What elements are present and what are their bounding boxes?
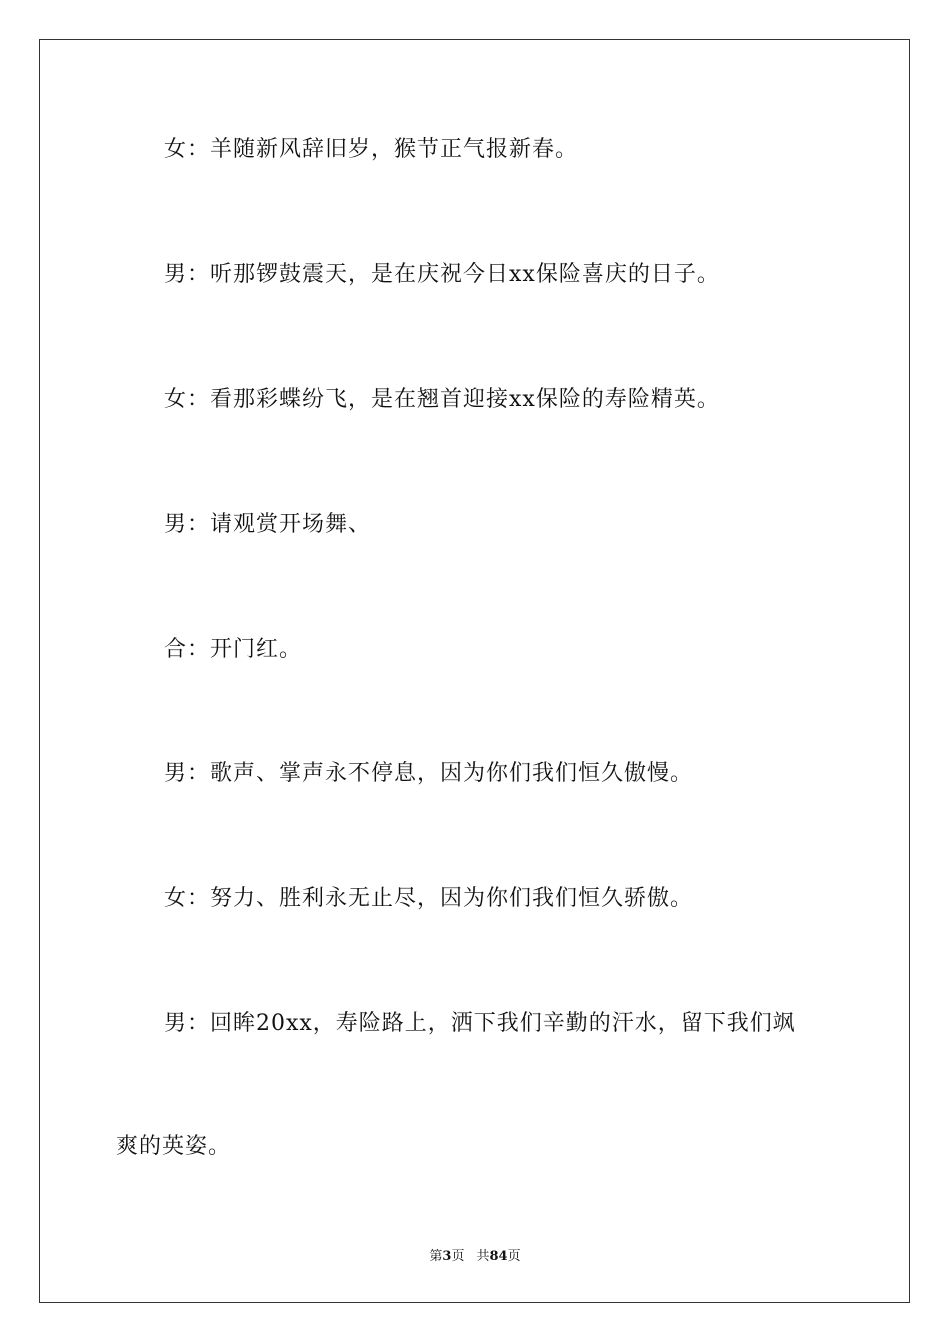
paragraph-3 xyxy=(116,387,836,413)
paragraph-3-text: 女：看那彩蝶纷飞，是在翘首迎接xx保险的寿险精英。 xyxy=(164,387,720,412)
page-footer xyxy=(0,1249,950,1265)
paragraph-5-text: 合：开门红。 xyxy=(164,637,303,662)
paragraph-7-text: 女：努力、胜利永无止尽，因为你们我们恒久骄傲。 xyxy=(164,886,694,911)
total-pages: 84 xyxy=(489,1249,508,1264)
paragraph-8 xyxy=(116,1011,836,1037)
page-border xyxy=(39,39,910,1303)
total-prefix: 共 xyxy=(476,1249,490,1264)
paragraph-1-text: 女：羊随新风辞旧岁，猴节正气报新春。 xyxy=(164,137,579,162)
paragraph-6 xyxy=(116,761,836,787)
paragraph-4-text: 男：请观赏开场舞、 xyxy=(164,512,372,537)
paragraph-2-text: 男：听那锣鼓震天，是在庆祝今日xx保险喜庆的日子。 xyxy=(164,262,720,287)
page-number: 3 xyxy=(442,1249,452,1264)
paragraph-7 xyxy=(116,886,836,912)
paragraph-8-continuation xyxy=(116,1134,836,1160)
paragraph-8-text: 男：回眸20xx，寿险路上，洒下我们辛勤的汗水，留下我们飒 xyxy=(164,1011,796,1036)
paragraph-5 xyxy=(116,637,836,663)
paragraph-6-text: 男：歌声、掌声永不停息，因为你们我们恒久傲慢。 xyxy=(164,761,694,786)
paragraph-1 xyxy=(116,137,836,163)
paragraph-4 xyxy=(116,512,836,538)
paragraph-8-continuation-text: 爽的英姿。 xyxy=(116,1134,232,1159)
paragraph-2 xyxy=(116,262,836,288)
page-suffix: 页 xyxy=(451,1249,465,1264)
page-prefix: 第 xyxy=(429,1249,443,1264)
total-suffix: 页 xyxy=(507,1249,521,1264)
